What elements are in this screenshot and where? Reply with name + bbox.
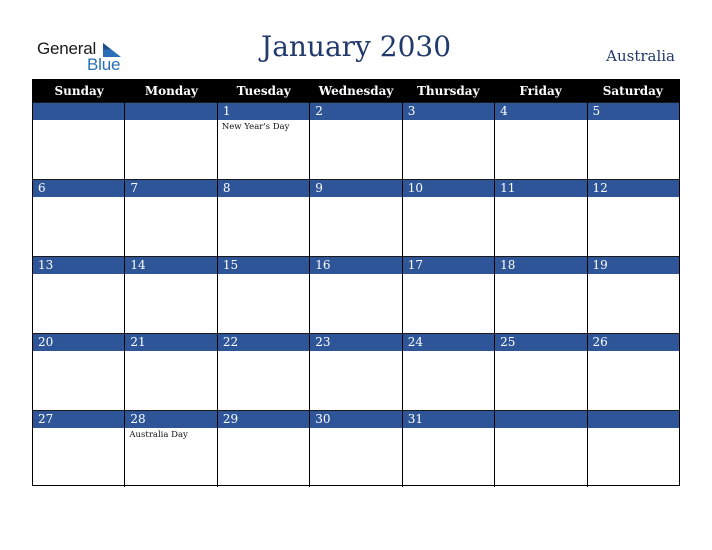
calendar-day-cell[interactable] (33, 256, 125, 333)
calendar-day-cell[interactable] (125, 333, 217, 410)
weekday-header-row (33, 80, 679, 102)
calendar-day-cell[interactable] (403, 179, 495, 256)
calendar-title: January 2030 (260, 30, 452, 63)
calendar-day-cell[interactable] (310, 410, 402, 487)
day-number: 10 (407, 181, 423, 195)
day-number-bar (125, 179, 216, 197)
day-number-bar (495, 102, 586, 120)
calendar-day-cell[interactable] (33, 333, 125, 410)
day-number: 8 (222, 181, 231, 195)
day-number-bar (218, 179, 309, 197)
logo-word-general: General (37, 39, 97, 58)
day-number-bar (588, 410, 679, 428)
holiday-label: New Year's Day (221, 122, 290, 132)
day-number-bar (218, 102, 309, 120)
day-number: 18 (500, 258, 516, 272)
calendar-day-cell[interactable] (33, 102, 125, 179)
weekday-header: Friday (519, 84, 562, 98)
weekday-header: Sunday (54, 84, 104, 98)
calendar-week-row (33, 333, 679, 410)
day-number: 14 (130, 258, 146, 272)
calendar-day-cell[interactable] (495, 102, 587, 179)
day-number: 3 (407, 104, 416, 118)
calendar-day-cell[interactable] (218, 179, 310, 256)
day-number: 24 (407, 335, 423, 349)
calendar-day-cell[interactable] (125, 179, 217, 256)
calendar-day-cell[interactable] (310, 256, 402, 333)
day-number: 22 (222, 335, 239, 349)
calendar-day-cell[interactable] (33, 179, 125, 256)
calendar-week-row (33, 410, 679, 487)
day-number: 31 (407, 412, 423, 426)
day-number: 27 (38, 412, 54, 426)
calendar-day-cell[interactable] (218, 256, 310, 333)
calendar-day-cell[interactable] (495, 410, 587, 487)
day-number: 15 (222, 258, 239, 272)
day-number: 26 (592, 335, 608, 349)
day-number: 12 (592, 181, 608, 195)
calendar-day-cell[interactable] (125, 102, 217, 179)
calendar-day-cell[interactable] (495, 333, 587, 410)
logo-word-blue: Blue (87, 55, 121, 74)
day-number: 16 (315, 258, 331, 272)
calendar-day-cell[interactable] (588, 102, 679, 179)
day-number: 19 (592, 258, 608, 272)
calendar-day-cell[interactable] (310, 102, 402, 179)
holiday-label: Australia Day (129, 430, 188, 440)
calendar-day-cell[interactable] (588, 410, 679, 487)
calendar-day-cell[interactable] (310, 179, 402, 256)
day-number: 13 (38, 258, 54, 272)
day-number-bar (310, 102, 401, 120)
calendar-week-row (33, 102, 679, 179)
day-number-bar (125, 102, 216, 120)
day-number-bar (33, 102, 124, 120)
day-number-bar (33, 179, 124, 197)
weekday-header: Monday (144, 84, 198, 98)
day-number: 25 (500, 335, 516, 349)
day-number-bar (495, 410, 586, 428)
calendar-day-cell[interactable] (403, 410, 495, 487)
calendar-day-cell[interactable] (33, 410, 125, 487)
day-number: 1 (222, 104, 231, 118)
weeks-container (33, 102, 679, 487)
calendar-day-cell[interactable] (125, 410, 217, 487)
country-label: Australia (606, 47, 675, 65)
calendar-day-cell[interactable] (403, 102, 495, 179)
day-number: 5 (592, 104, 601, 118)
day-number-bar (588, 102, 679, 120)
calendar-day-cell[interactable] (403, 256, 495, 333)
day-number-bar (310, 179, 401, 197)
calendar-day-cell[interactable] (310, 333, 402, 410)
calendar-day-cell[interactable] (495, 256, 587, 333)
calendar-day-cell[interactable] (495, 179, 587, 256)
day-number: 6 (38, 181, 46, 195)
day-number: 17 (407, 258, 423, 272)
calendar-day-cell[interactable] (218, 333, 310, 410)
day-number: 9 (315, 181, 323, 195)
day-number-bar (403, 102, 494, 120)
calendar-day-cell[interactable] (588, 179, 679, 256)
day-number: 11 (500, 181, 516, 195)
calendar-day-cell[interactable] (588, 333, 679, 410)
calendar-day-cell[interactable] (218, 102, 310, 179)
calendar-grid (32, 79, 680, 486)
weekday-header: Saturday (602, 84, 663, 98)
calendar-day-cell[interactable] (588, 256, 679, 333)
weekday-header: Tuesday (236, 84, 291, 98)
day-number: 20 (38, 335, 54, 349)
day-number: 4 (500, 104, 508, 118)
day-number: 21 (130, 335, 146, 349)
weekday-header: Thursday (416, 84, 480, 98)
day-number: 23 (315, 335, 331, 349)
day-number: 7 (130, 181, 139, 195)
calendar-day-cell[interactable] (403, 333, 495, 410)
calendar-week-row (33, 256, 679, 333)
day-number: 2 (315, 104, 323, 118)
day-number: 30 (315, 412, 331, 426)
calendar-day-cell[interactable] (218, 410, 310, 487)
calendar-week-row (33, 179, 679, 256)
calendar-day-cell[interactable] (125, 256, 217, 333)
day-number: 28 (130, 412, 146, 426)
day-number: 29 (222, 412, 239, 426)
weekday-header: Wednesday (318, 84, 394, 98)
